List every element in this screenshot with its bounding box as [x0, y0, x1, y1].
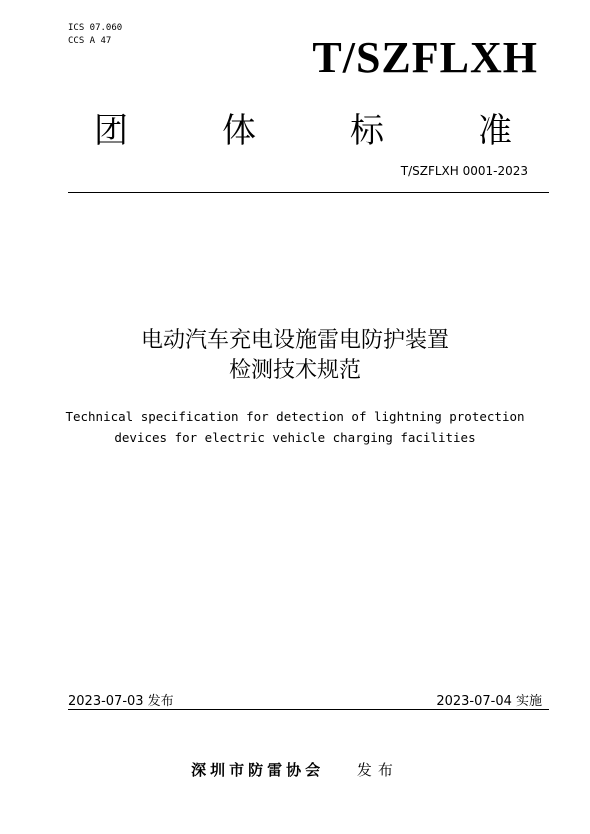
implementation-date: 2023-07-04 实施	[436, 694, 542, 709]
standard-type-char: 标	[350, 111, 384, 151]
standard-type-heading	[68, 111, 538, 151]
publisher-line	[0, 759, 590, 780]
chinese-title-line: 检测技术规范	[228, 358, 361, 383]
standard-type-char: 体	[222, 111, 256, 151]
top-divider	[68, 192, 549, 193]
standard-type-char: 团	[94, 111, 128, 151]
english-title-line: devices for electric vehicle charging facilities	[114, 430, 476, 445]
standard-number: T/SZFLXH 0001-2023	[400, 164, 528, 178]
bottom-divider	[68, 709, 549, 710]
publish-verb: 发布	[356, 761, 399, 779]
ccs-code: CCS A 47	[68, 36, 112, 46]
english-title	[0, 406, 590, 448]
standard-type-char: 准	[478, 111, 512, 151]
chinese-title	[0, 326, 590, 386]
issue-date: 2023-07-03 发布	[68, 694, 174, 709]
publisher-name: 深圳市防雷协会	[191, 761, 325, 779]
english-title-line: Technical specification for detection of lightning protection	[65, 409, 525, 424]
ics-code: ICS 07.060	[68, 23, 123, 33]
classification-codes	[68, 22, 122, 48]
chinese-title-line: 电动汽车充电设施雷电防护装置	[140, 328, 449, 353]
organization-code: T/SZFLXH	[312, 33, 538, 82]
